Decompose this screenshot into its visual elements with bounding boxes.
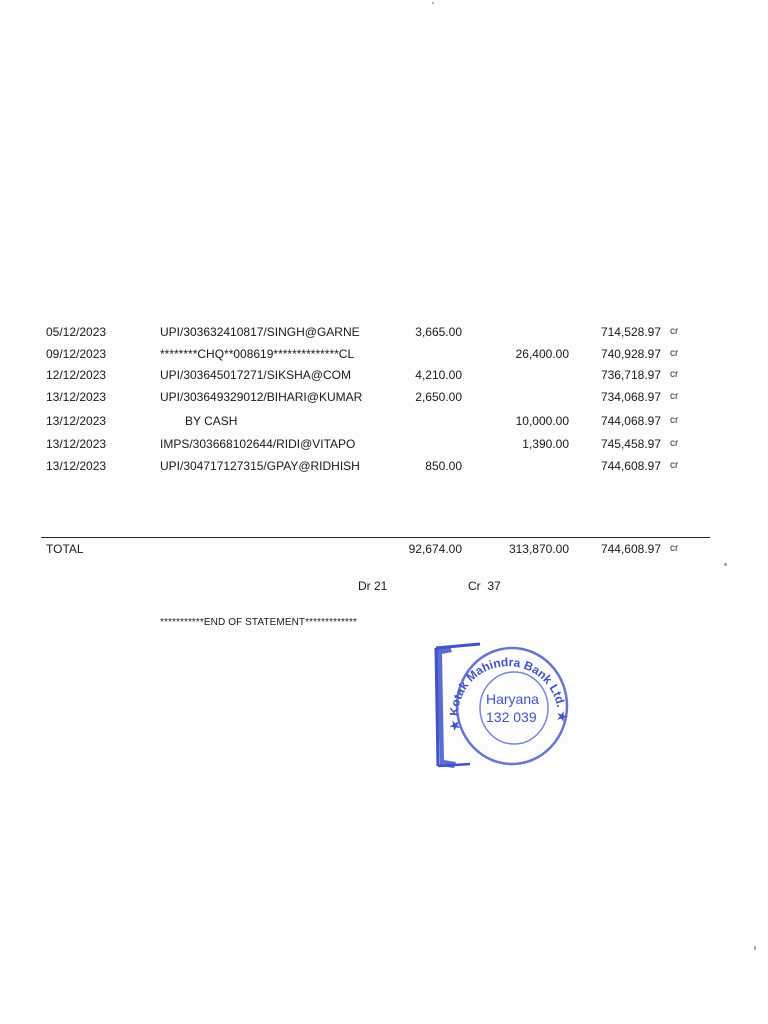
stamp-line-pin: 132 039 <box>486 709 537 725</box>
txn-balance: 745,458.97 <box>600 437 661 451</box>
table-row <box>0 388 768 406</box>
txn-date: 09/12/2023 <box>46 347 107 361</box>
txn-balance: 714,528.97 <box>600 325 661 339</box>
txn-balance: 740,928.97 <box>600 347 661 361</box>
table-row <box>0 345 768 363</box>
txn-credit: 10,000.00 <box>515 414 569 428</box>
table-row <box>0 366 768 384</box>
txn-description: ********CHQ**008619**************CL <box>160 347 355 361</box>
txn-debit: 3,665.00 <box>415 325 462 339</box>
bank-stamp <box>430 640 580 772</box>
table-row <box>0 412 768 430</box>
txn-debit: 2,650.00 <box>415 390 462 404</box>
total-credit: 313,870.00 <box>508 542 569 556</box>
txn-description: UPI/303649329012/BIHARI@KUMAR <box>160 390 363 404</box>
txn-date: 12/12/2023 <box>46 368 107 382</box>
txn-balance: 734,068.97 <box>600 390 661 404</box>
txn-balance-suffix: cr <box>670 415 679 426</box>
txn-description: UPI/303645017271/SIKSHA@COM <box>160 368 351 382</box>
txn-balance-suffix: cr <box>670 391 679 402</box>
scan-speck <box>724 563 727 566</box>
stamp-line-state: Haryana <box>486 691 539 707</box>
table-row <box>0 323 768 341</box>
txn-description: IMPS/303668102644/RIDI@VITAPO <box>160 437 356 451</box>
txn-date: 13/12/2023 <box>46 390 107 404</box>
txn-balance-suffix: cr <box>670 369 679 380</box>
txn-balance-suffix: cr <box>670 348 679 359</box>
txn-balance: 736,718.97 <box>600 368 661 382</box>
scan-speck <box>754 946 756 950</box>
txn-balance-suffix: cr <box>670 326 679 337</box>
txn-date: 05/12/2023 <box>46 325 107 339</box>
table-row <box>0 435 768 453</box>
total-balance-suffix: cr <box>670 543 679 554</box>
txn-description: UPI/304717127315/GPAY@RIDHISH <box>160 459 360 473</box>
credit-count: Cr 37 <box>468 579 501 593</box>
txn-credit: 1,390.00 <box>522 437 569 451</box>
bank-stamp-graphic <box>430 640 580 772</box>
txn-debit: 850.00 <box>425 459 462 473</box>
txn-description: UPI/303632410817/SINGH@GARNE <box>160 325 360 339</box>
txn-balance-suffix: cr <box>670 438 679 449</box>
total-label: TOTAL <box>46 542 84 556</box>
scan-speck <box>432 2 434 4</box>
txn-description: BY CASH <box>185 414 238 428</box>
txn-date: 13/12/2023 <box>46 459 107 473</box>
txn-date: 13/12/2023 <box>46 437 107 451</box>
end-of-statement: ***********END OF STATEMENT************* <box>160 617 358 628</box>
txn-balance-suffix: cr <box>670 460 679 471</box>
txn-balance: 744,608.97 <box>600 459 661 473</box>
total-row <box>0 540 768 558</box>
txn-date: 13/12/2023 <box>46 414 107 428</box>
txn-balance: 744,068.97 <box>600 414 661 428</box>
total-balance: 744,608.97 <box>600 542 661 556</box>
table-row <box>0 457 768 475</box>
debit-count: Dr 21 <box>358 579 388 593</box>
total-divider <box>41 537 710 538</box>
total-debit: 92,674.00 <box>408 542 462 556</box>
txn-debit: 4,210.00 <box>415 368 462 382</box>
txn-credit: 26,400.00 <box>515 347 569 361</box>
stamp-ring-text: ★ Kotak Mahindra Bank Ltd. ★ <box>446 655 570 733</box>
